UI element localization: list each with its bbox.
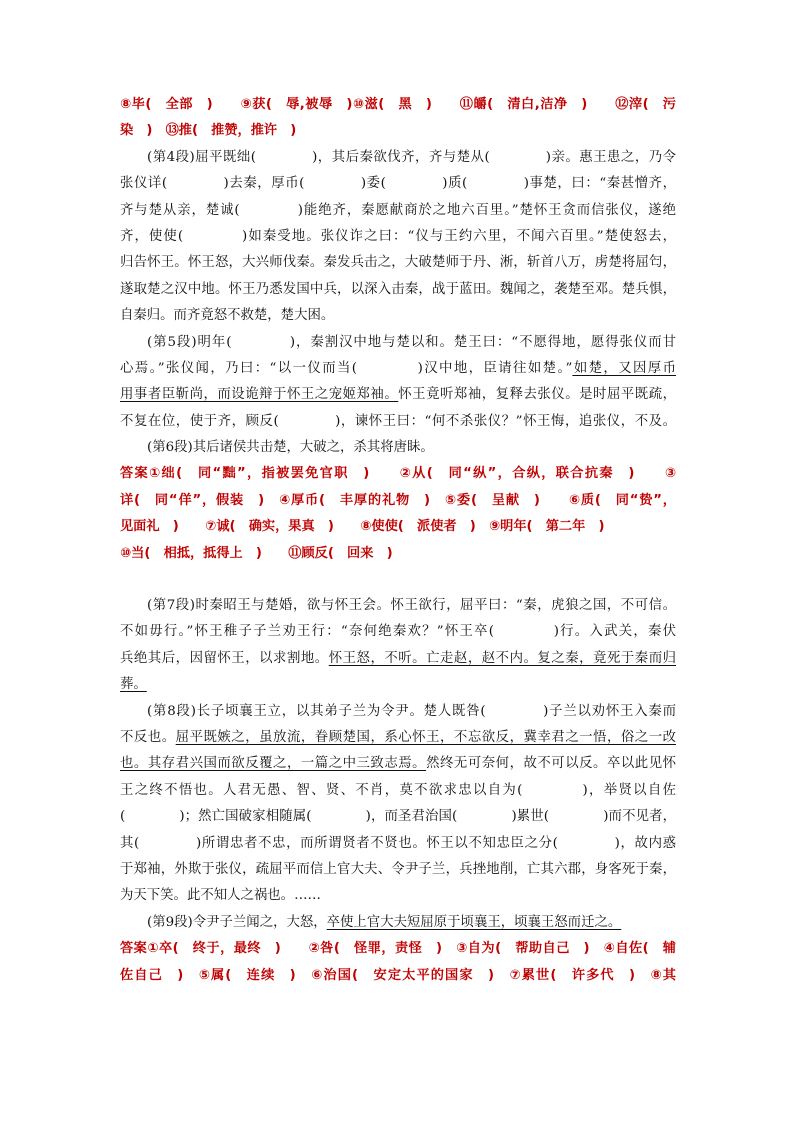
text-line: 不如毋行。”怀王稚子子兰劝王行：“奈何绝秦欢？”怀王卒( )行。入武关，秦伏 [120, 624, 676, 640]
text-line: 自秦归。而齐竟怒不救楚，楚大困。 [120, 308, 335, 324]
text-line [120, 725, 676, 751]
text-line: 为天下笑。此不知人之祸也。…… [120, 888, 321, 904]
text-line [120, 910, 676, 936]
text-segment: 怀王竟听郑袖，复释去张仪。是时屈平既疏， [398, 387, 676, 403]
section-gap [120, 567, 676, 593]
answer-line: 佐自己 ) ⑤属( 连续 ) ⑥治国( 安定太平的国家 ) ⑦累世( 许多代 ) ⑧其 [120, 967, 676, 983]
text-segment: 兵绝其后，因留怀王，以求割地。 [120, 650, 329, 666]
text-line: 齐与楚从亲，楚诚( )能绝齐，秦愿献商於之地六百里。”楚怀王贪而信张仪，遂绝 [120, 202, 676, 218]
text-line [120, 382, 676, 408]
text-segment: 不反也。 [120, 729, 176, 745]
answer-line: 详( 同“佯”，假装 ) ④厚币( 丰厚的礼物 ) ⑤委( 呈献 ) ⑥质( 同“贽”， [120, 492, 676, 508]
text-line: 其( )所谓忠者不忠，而所谓贤者不贤也。怀王以不知忠臣之分( )，故内惑 [120, 835, 676, 851]
paragraph-8 [120, 699, 676, 910]
answer-line: 答案①卒( 终于，最终 ) ②咎( 怪罪，责怪 ) ③自为( 帮助自己 ) ④自佐( 辅 [120, 941, 676, 957]
text-line: 齐，使使( )如秦受地。张仪诈之曰：“仪与王约六里，不闻六百里。”楚使怒去， [120, 228, 676, 244]
text-line: (第8段)长子顷襄王立，以其弟子兰为令尹。楚人既咎( )子兰以劝怀王入秦而 [147, 703, 676, 719]
text-line [120, 646, 676, 672]
text-line [120, 751, 676, 777]
text-line: ( )；然亡国破家相随属( )，而圣君治国( )累世( )而不见者， [120, 809, 676, 825]
underlined-sentence: 用事者臣靳尚，而设诡辩于怀王之宠姬郑袖。 [120, 387, 399, 403]
answer-line: 染 ) ⑬推( 推赞，推许 ) [120, 123, 297, 139]
underlined-sentence: 也。其存君兴国而欲反覆之，一篇之中三致志焉。 [120, 756, 427, 772]
answer-line: ⑩当( 相抵，抵得上 ) ⑪顾反( 回来 ) [120, 545, 393, 561]
underlined-sentence: 葬。 [120, 677, 147, 693]
answer-line: 答案①绌( 同“黜”，指被罢免官职 ) ②从( 同“纵”，合纵，联合抗秦 ) ③ [120, 466, 676, 482]
underlined-sentence: 怀王怒，不听。亡走赵，赵不内。复之秦，竟死于秦而归 [328, 650, 676, 666]
text-line: 于郑袖，外欺于张仪，疏屈平而信上官大夫、令尹子兰，兵挫地削，亡其六郡，身客死于秦， [120, 861, 676, 877]
text-line: 王之终不悟也。人君无愚、智、贤、不肖，莫不欲求忠以自为( )，举贤以自佐 [120, 782, 676, 798]
text-line: (第5段)明年( )，秦割汉中地与楚以和。楚王曰：“不愿得地，愿得张仪而甘 [147, 334, 676, 350]
text-segment: 然终无可奈何，故不可以反。卒以此见怀 [426, 756, 676, 772]
text-line: 归告怀王。怀王怒，大兴师伐秦。秦发兵击之，大破楚师于丹、淅，斩首八万，虏楚将屈匄， [120, 255, 676, 271]
text-segment: (第9段)令尹子兰闻之，大怒， [147, 914, 327, 930]
paragraph-9 [120, 910, 676, 936]
text-line: (第4段)屈平既绌( )，其后秦欲伐齐，齐与楚从( )亲。惠王患之，乃令 [147, 149, 676, 165]
text-line: 张仪详( )去秦，厚币( )委( )质( )事楚，曰：“秦甚憎齐， [120, 176, 676, 192]
paragraph-5 [120, 330, 676, 436]
text-segment: 心焉。”张仪闻，乃曰：“以一仪而当( )汉中地，臣请往如楚。” [120, 360, 573, 376]
text-line [120, 356, 676, 382]
underlined-sentence: 屈平既嫉之，虽放流，眷顾楚国，系心怀王，不忘欲反，冀幸君之一悟，俗之一改 [175, 729, 676, 745]
paragraph-6 [120, 435, 676, 461]
vocab-answers-continued [120, 92, 676, 145]
text-line: 不复在位，使于齐，顾反( )，谏怀王曰：“何不杀张仪？”怀王悔，追张仪，不及。 [120, 413, 676, 429]
text-line [120, 672, 676, 698]
paragraph-7 [120, 593, 676, 699]
answer-block-1 [120, 461, 676, 567]
answer-line: 见面礼 ) ⑦诚( 确实，果真 ) ⑧使使( 派使者 ) ⑨明年( 第二年 ) [120, 519, 605, 535]
underlined-sentence: 如楚，又因厚币 [572, 360, 676, 376]
text-line: (第7段)时秦昭王与楚婚，欲与怀王会。怀王欲行，屈平曰：“秦，虎狼之国，不可信。 [147, 598, 676, 614]
text-line: 遂取楚之汉中地。怀王乃悉发国中兵，以深入击秦，战于蓝田。魏闻之，袭楚至邓。楚兵惧， [120, 281, 676, 297]
answer-block-2 [120, 936, 676, 989]
text-line: (第6段)其后诸侯共击楚，大破之，杀其将唐眛。 [147, 440, 434, 456]
answer-line: ⑧毕( 全部 ) ⑨获( 辱,被辱 )⑩滋( 黑 ) ⑪皭( 清白,洁净 ) ⑫滓( 污 [120, 97, 676, 112]
paragraph-4 [120, 145, 676, 330]
underlined-sentence: 卒使上官大夫短屈原于顷襄王，顷襄王怒而迁之。 [326, 914, 622, 930]
document-page [120, 92, 676, 989]
